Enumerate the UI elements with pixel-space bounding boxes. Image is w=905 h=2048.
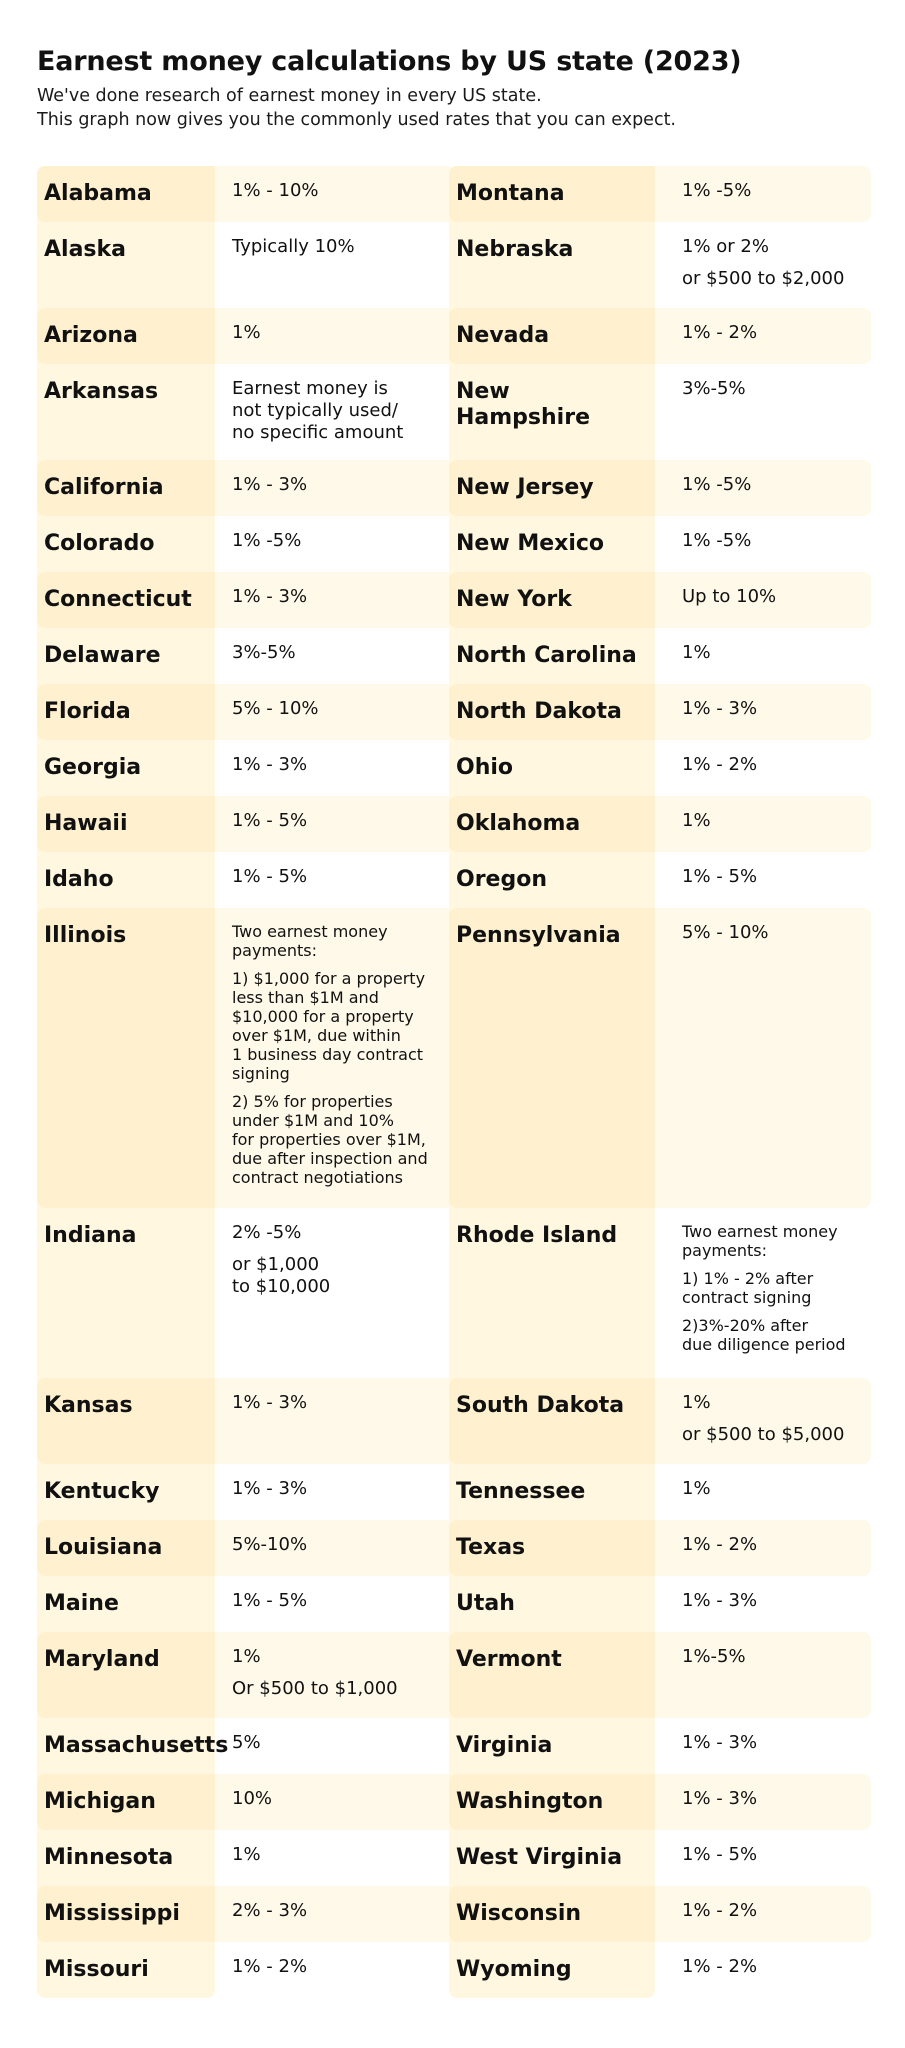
table-row xyxy=(449,852,871,908)
table-row xyxy=(37,1520,455,1576)
state-name: Arkansas xyxy=(44,379,159,404)
rate-text: Two earnest money payments: xyxy=(232,922,388,960)
table-row xyxy=(37,222,455,308)
table-row xyxy=(449,1576,871,1632)
state-name: New York xyxy=(449,572,655,628)
state-name: New Mexico xyxy=(456,531,605,556)
state-name: Connecticut xyxy=(37,572,215,628)
rate-text: 1% - 5% xyxy=(232,1590,308,1611)
table-row xyxy=(449,1464,871,1520)
state-name: Michigan xyxy=(37,1774,215,1830)
table-row xyxy=(449,222,871,308)
state-name: South Dakota xyxy=(449,1378,655,1464)
earnest-money-rate xyxy=(655,1464,871,1520)
rate-text: 1% xyxy=(682,642,711,663)
state-name: Texas xyxy=(449,1520,655,1576)
table-row xyxy=(37,364,455,460)
earnest-money-rate xyxy=(215,1942,455,1998)
earnest-money-rate xyxy=(655,1774,871,1830)
earnest-money-rate xyxy=(215,572,455,628)
rate-text: 1% - 2% xyxy=(232,1956,308,1977)
rate-text: 1) 1% - 2% after contract signing xyxy=(682,1269,814,1307)
state-name: Maine xyxy=(44,1591,119,1616)
rate-text: 1% - 5% xyxy=(232,866,308,887)
rate-text: 5% xyxy=(232,1732,261,1753)
rate-text: Typically 10% xyxy=(232,236,355,257)
table-row xyxy=(37,1464,455,1520)
state-name: New Hampshire xyxy=(456,379,590,430)
state-name: California xyxy=(37,460,215,516)
table-row xyxy=(449,516,871,572)
rate-text: 1% xyxy=(232,1646,261,1667)
earnest-money-rate xyxy=(215,364,455,460)
table-row xyxy=(449,684,871,740)
table-row xyxy=(37,628,455,684)
table-row xyxy=(449,1378,871,1464)
table-row xyxy=(37,852,455,908)
earnest-money-rate xyxy=(655,740,871,796)
earnest-money-rate xyxy=(655,1576,871,1632)
state-name: Louisiana xyxy=(37,1520,215,1576)
earnest-money-rate xyxy=(655,460,871,516)
table-row xyxy=(37,1830,455,1886)
table-row xyxy=(449,364,871,460)
earnest-money-rate xyxy=(215,1576,455,1632)
table-row xyxy=(449,308,871,364)
earnest-money-rate xyxy=(655,628,871,684)
table-row xyxy=(449,1830,871,1886)
earnest-money-rate xyxy=(215,852,455,908)
earnest-money-rate xyxy=(215,1520,455,1576)
earnest-money-rate xyxy=(215,222,455,308)
state-name: Florida xyxy=(37,684,215,740)
table-row xyxy=(449,908,871,1208)
state-name: Ohio xyxy=(456,755,514,780)
rate-text: or $1,000 to $10,000 xyxy=(232,1254,331,1297)
rate-text: 5% - 10% xyxy=(232,698,319,719)
table-row xyxy=(449,1718,871,1774)
rate-text: 1% - 2% xyxy=(682,1534,758,1555)
state-name: Utah xyxy=(456,1591,515,1616)
subtitle-line: We've done research of earnest money in every US state. xyxy=(37,86,542,106)
table-row xyxy=(37,1378,455,1464)
table-row xyxy=(449,1942,871,1998)
state-name: North Carolina xyxy=(456,643,637,668)
rate-text: 1% - 5% xyxy=(682,866,758,887)
table-row xyxy=(449,1886,871,1942)
earnest-money-rate xyxy=(215,1886,455,1942)
rate-text: 10% xyxy=(232,1788,273,1809)
earnest-money-rate xyxy=(215,1464,455,1520)
state-name: Kentucky xyxy=(44,1479,160,1504)
earnest-money-rate xyxy=(655,222,871,308)
rate-text: 5% - 10% xyxy=(682,922,769,943)
table-row xyxy=(37,1576,455,1632)
earnest-money-rate xyxy=(215,908,455,1208)
state-name: Illinois xyxy=(37,908,215,1208)
subtitle-line: This graph now gives you the commonly used rates that you can expect. xyxy=(37,110,676,130)
earnest-money-rate xyxy=(215,516,455,572)
rate-text: 1% or 2% xyxy=(682,236,769,257)
state-name: Hawaii xyxy=(37,796,215,852)
earnest-money-rate xyxy=(215,1830,455,1886)
earnest-money-rate xyxy=(215,1378,455,1464)
earnest-money-rate xyxy=(215,1718,455,1774)
earnest-money-rate xyxy=(655,852,871,908)
earnest-money-rate xyxy=(655,1830,871,1886)
rate-text: 2)3%-20% after due diligence period xyxy=(682,1316,846,1354)
state-name: Colorado xyxy=(44,531,155,556)
rate-text: or $500 to $5,000 xyxy=(682,1424,845,1445)
rate-text: 3%-5% xyxy=(232,642,296,663)
page-title: Earnest money calculations by US state (2023) xyxy=(37,46,742,77)
rate-text: 1% - 3% xyxy=(232,1392,308,1413)
rate-text: 1% - 3% xyxy=(682,1732,758,1753)
table-row xyxy=(449,572,871,628)
rate-text: 2% -5% xyxy=(232,1222,302,1243)
rate-text: 1) $1,000 for a property less than $1M and $10,000 for a property over $1M, due within 1 business day contract signing xyxy=(232,969,426,1083)
earnest-money-rate xyxy=(655,1718,871,1774)
state-name: Virginia xyxy=(456,1733,553,1758)
rate-text: 1% - 2% xyxy=(682,754,758,775)
state-name: Delaware xyxy=(44,643,161,668)
left-column xyxy=(37,166,455,1998)
table-row xyxy=(449,166,871,222)
table-row xyxy=(449,740,871,796)
rate-text: 1% - 5% xyxy=(682,1844,758,1865)
earnest-money-rate xyxy=(215,684,455,740)
earnest-money-rate xyxy=(655,1378,871,1464)
rate-text: 1% - 3% xyxy=(232,474,308,495)
table-row xyxy=(37,740,455,796)
earnest-money-rate xyxy=(655,796,871,852)
right-rows xyxy=(449,166,871,1998)
rate-text: 1% - 10% xyxy=(232,180,319,201)
state-name: North Dakota xyxy=(449,684,655,740)
table-row xyxy=(37,460,455,516)
state-name: Maryland xyxy=(37,1632,215,1718)
rate-text: 1% xyxy=(232,322,261,343)
rate-text: 1% - 3% xyxy=(232,754,308,775)
rate-text: 1% - 3% xyxy=(682,1590,758,1611)
state-name: Mississippi xyxy=(37,1886,215,1942)
earnest-money-rate xyxy=(655,1942,871,1998)
earnest-money-rate xyxy=(655,1208,871,1378)
state-name: Washington xyxy=(449,1774,655,1830)
right-column xyxy=(449,166,871,1998)
state-name: Massachusetts xyxy=(44,1733,229,1758)
rate-text: 3%-5% xyxy=(682,378,746,399)
earnest-money-rate xyxy=(215,166,455,222)
earnest-money-rate xyxy=(655,908,871,1208)
rate-text: Two earnest money payments: xyxy=(682,1222,838,1260)
page-subtitle xyxy=(37,84,868,132)
rate-text: 1% xyxy=(682,1478,711,1499)
state-name: Nevada xyxy=(449,308,655,364)
state-name: Kansas xyxy=(37,1378,215,1464)
earnest-money-rate xyxy=(655,308,871,364)
state-name: New Jersey xyxy=(449,460,655,516)
rate-text: 1% xyxy=(682,1392,711,1413)
table-row xyxy=(37,1632,455,1718)
rate-text: 1% - 3% xyxy=(232,586,308,607)
state-table xyxy=(37,166,871,1998)
state-name: Indiana xyxy=(44,1223,137,1248)
earnest-money-rate xyxy=(215,796,455,852)
state-name: Alaska xyxy=(44,237,126,262)
rate-text: 1% - 2% xyxy=(682,1956,758,1977)
rate-text: 1% -5% xyxy=(232,530,302,551)
rate-text: 1% - 2% xyxy=(682,322,758,343)
state-name: Wyoming xyxy=(456,1957,572,1982)
earnest-money-rate xyxy=(655,166,871,222)
table-row xyxy=(37,1774,455,1830)
table-row xyxy=(449,460,871,516)
table-row xyxy=(37,1208,455,1378)
rate-text: 1% - 3% xyxy=(682,1788,758,1809)
earnest-money-rate xyxy=(655,572,871,628)
earnest-money-rate xyxy=(655,1520,871,1576)
rate-text: 2% - 3% xyxy=(232,1900,308,1921)
earnest-money-rate xyxy=(655,1632,871,1718)
earnest-money-rate xyxy=(655,1886,871,1942)
table-row xyxy=(37,572,455,628)
earnest-money-rate xyxy=(655,364,871,460)
table-row xyxy=(37,1942,455,1998)
rate-text: 2) 5% for properties under $1M and 10% for properties over $1M, due after inspection and contract negotiations xyxy=(232,1092,428,1187)
earnest-money-rate xyxy=(215,1774,455,1830)
state-name: Nebraska xyxy=(456,237,574,262)
state-name: Vermont xyxy=(449,1632,655,1718)
state-name: Alabama xyxy=(37,166,215,222)
earnest-money-rate xyxy=(215,740,455,796)
state-name: Idaho xyxy=(44,867,114,892)
rate-text: 1% xyxy=(232,1844,261,1865)
state-name: Wisconsin xyxy=(449,1886,655,1942)
rate-text: Or $500 to $1,000 xyxy=(232,1678,398,1699)
rate-text: 1% - 2% xyxy=(682,1900,758,1921)
table-row xyxy=(37,796,455,852)
table-row xyxy=(449,796,871,852)
rate-text: Up to 10% xyxy=(682,586,777,607)
earnest-money-rate xyxy=(215,308,455,364)
table-row xyxy=(449,1208,871,1378)
earnest-money-rate xyxy=(215,1632,455,1718)
table-row xyxy=(449,1632,871,1718)
state-name: Oregon xyxy=(456,867,547,892)
table-row xyxy=(449,628,871,684)
earnest-money-rate xyxy=(655,684,871,740)
rate-text: 1% - 3% xyxy=(232,1478,308,1499)
table-row xyxy=(449,1520,871,1576)
table-row xyxy=(37,908,455,1208)
state-name: Minnesota xyxy=(44,1845,174,1870)
table-row xyxy=(37,1718,455,1774)
state-name: Tennessee xyxy=(456,1479,586,1504)
rate-text: 1% xyxy=(682,810,711,831)
rate-text: 1% -5% xyxy=(682,180,752,201)
table-row xyxy=(37,684,455,740)
left-rows xyxy=(37,166,455,1998)
rate-text: Earnest money is not typically used/ no specific amount xyxy=(232,378,404,443)
rate-text: 1% - 5% xyxy=(232,810,308,831)
state-name: West Virginia xyxy=(456,1845,623,1870)
earnest-money-rate xyxy=(655,516,871,572)
state-name: Rhode Island xyxy=(456,1223,618,1248)
table-row xyxy=(37,166,455,222)
earnest-money-rate xyxy=(215,1208,455,1378)
rate-text: 1% - 3% xyxy=(682,698,758,719)
table-row xyxy=(37,308,455,364)
state-name: Montana xyxy=(449,166,655,222)
state-name: Missouri xyxy=(44,1957,149,1982)
state-name: Georgia xyxy=(44,755,142,780)
rate-text: or $500 to $2,000 xyxy=(682,268,845,289)
rate-text: 1% -5% xyxy=(682,530,752,551)
rate-text: 1% -5% xyxy=(682,474,752,495)
rate-text: 1%-5% xyxy=(682,1646,746,1667)
rate-text: 5%-10% xyxy=(232,1534,308,1555)
table-row xyxy=(449,1774,871,1830)
state-name: Pennsylvania xyxy=(449,908,655,1208)
state-name: Arizona xyxy=(37,308,215,364)
table-row xyxy=(37,1886,455,1942)
state-name: Oklahoma xyxy=(449,796,655,852)
earnest-money-rate xyxy=(215,628,455,684)
earnest-money-rate xyxy=(215,460,455,516)
table-row xyxy=(37,516,455,572)
